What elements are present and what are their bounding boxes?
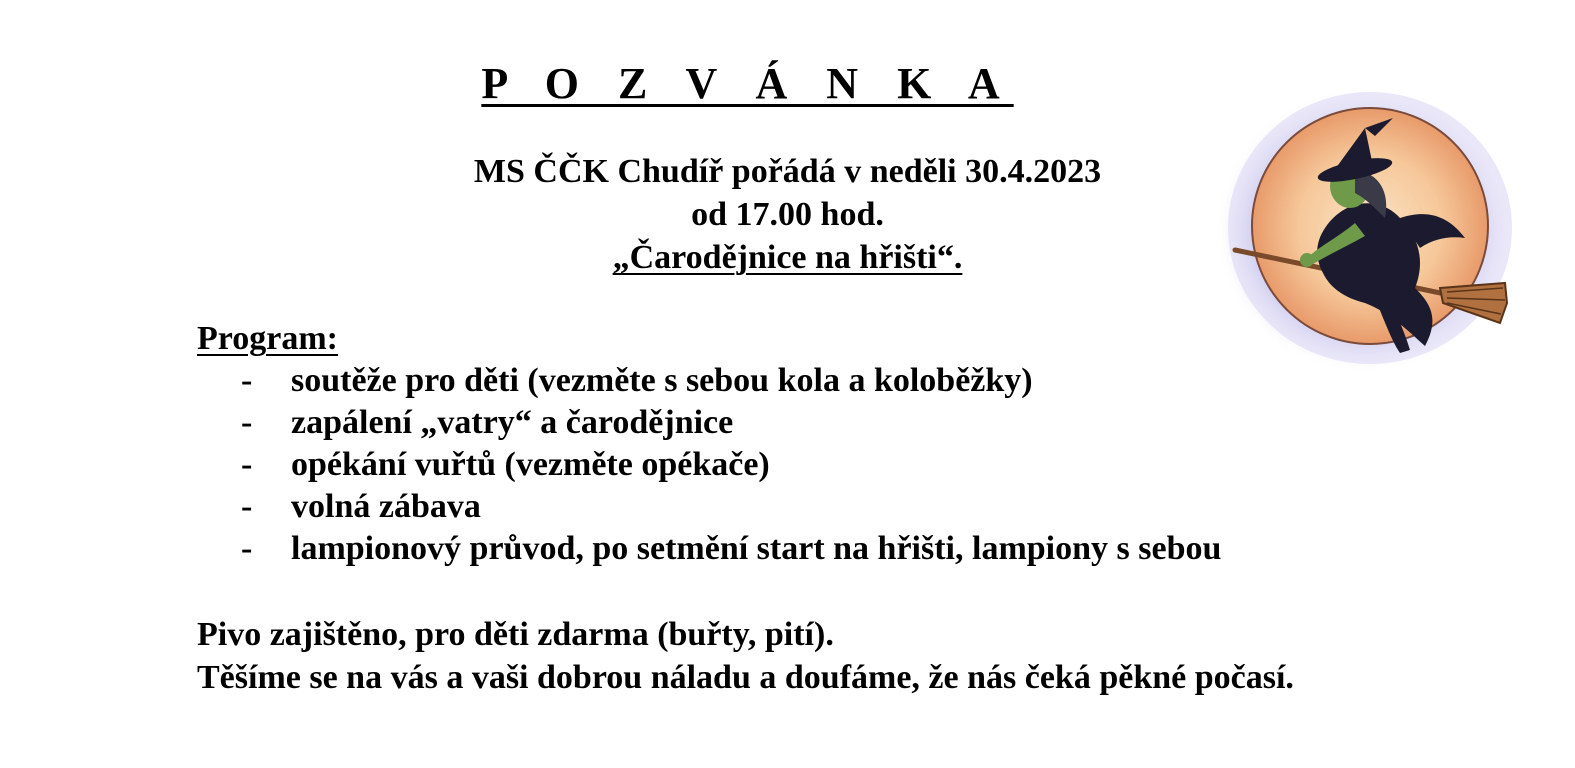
program-section — [197, 318, 1221, 570]
program-item — [197, 444, 1221, 486]
program-item-text: volná zábava — [291, 488, 481, 525]
program-item-text: lampionový průvod, po setmění start na hřišti, lampiony s sebou — [291, 530, 1222, 567]
dash-bullet: - — [241, 404, 253, 441]
program-item — [197, 360, 1221, 402]
dash-bullet: - — [241, 362, 253, 399]
witch-on-broom-moon-icon — [1215, 88, 1515, 373]
witch-hand — [1300, 253, 1314, 267]
page-title: P O Z V Á N K A — [481, 59, 1014, 108]
program-item — [197, 486, 1221, 528]
program-item — [197, 528, 1221, 570]
program-item-text: opékání vuřtů (vezměte opékače) — [291, 446, 770, 483]
program-list — [197, 360, 1221, 570]
program-item-text: zapálení „vatry“ a čarodějnice — [291, 404, 734, 441]
program-item-text: soutěže pro děti (vezměte s sebou kola a koloběžky) — [291, 362, 1033, 399]
footer-closing: Těšíme se na vás a vaši dobrou náladu a doufáme, že nás čeká pěkné počasí. — [197, 659, 1294, 696]
event-name: „Čarodějnice na hřišti“. — [612, 239, 963, 276]
footer-block — [197, 613, 1294, 699]
dash-bullet: - — [241, 530, 253, 567]
program-item — [197, 402, 1221, 444]
program-heading: Program: — [197, 320, 338, 357]
footer-refreshments: Pivo zajištěno, pro děti zdarma (buřty, pití). — [197, 616, 834, 653]
dash-bullet: - — [241, 446, 253, 483]
intro-organizer-date: MS ČČK Chudíř pořádá v neděli 30.4.2023 — [473, 153, 1102, 190]
intro-time: od 17.00 hod. — [691, 196, 884, 233]
dash-bullet: - — [241, 488, 253, 525]
